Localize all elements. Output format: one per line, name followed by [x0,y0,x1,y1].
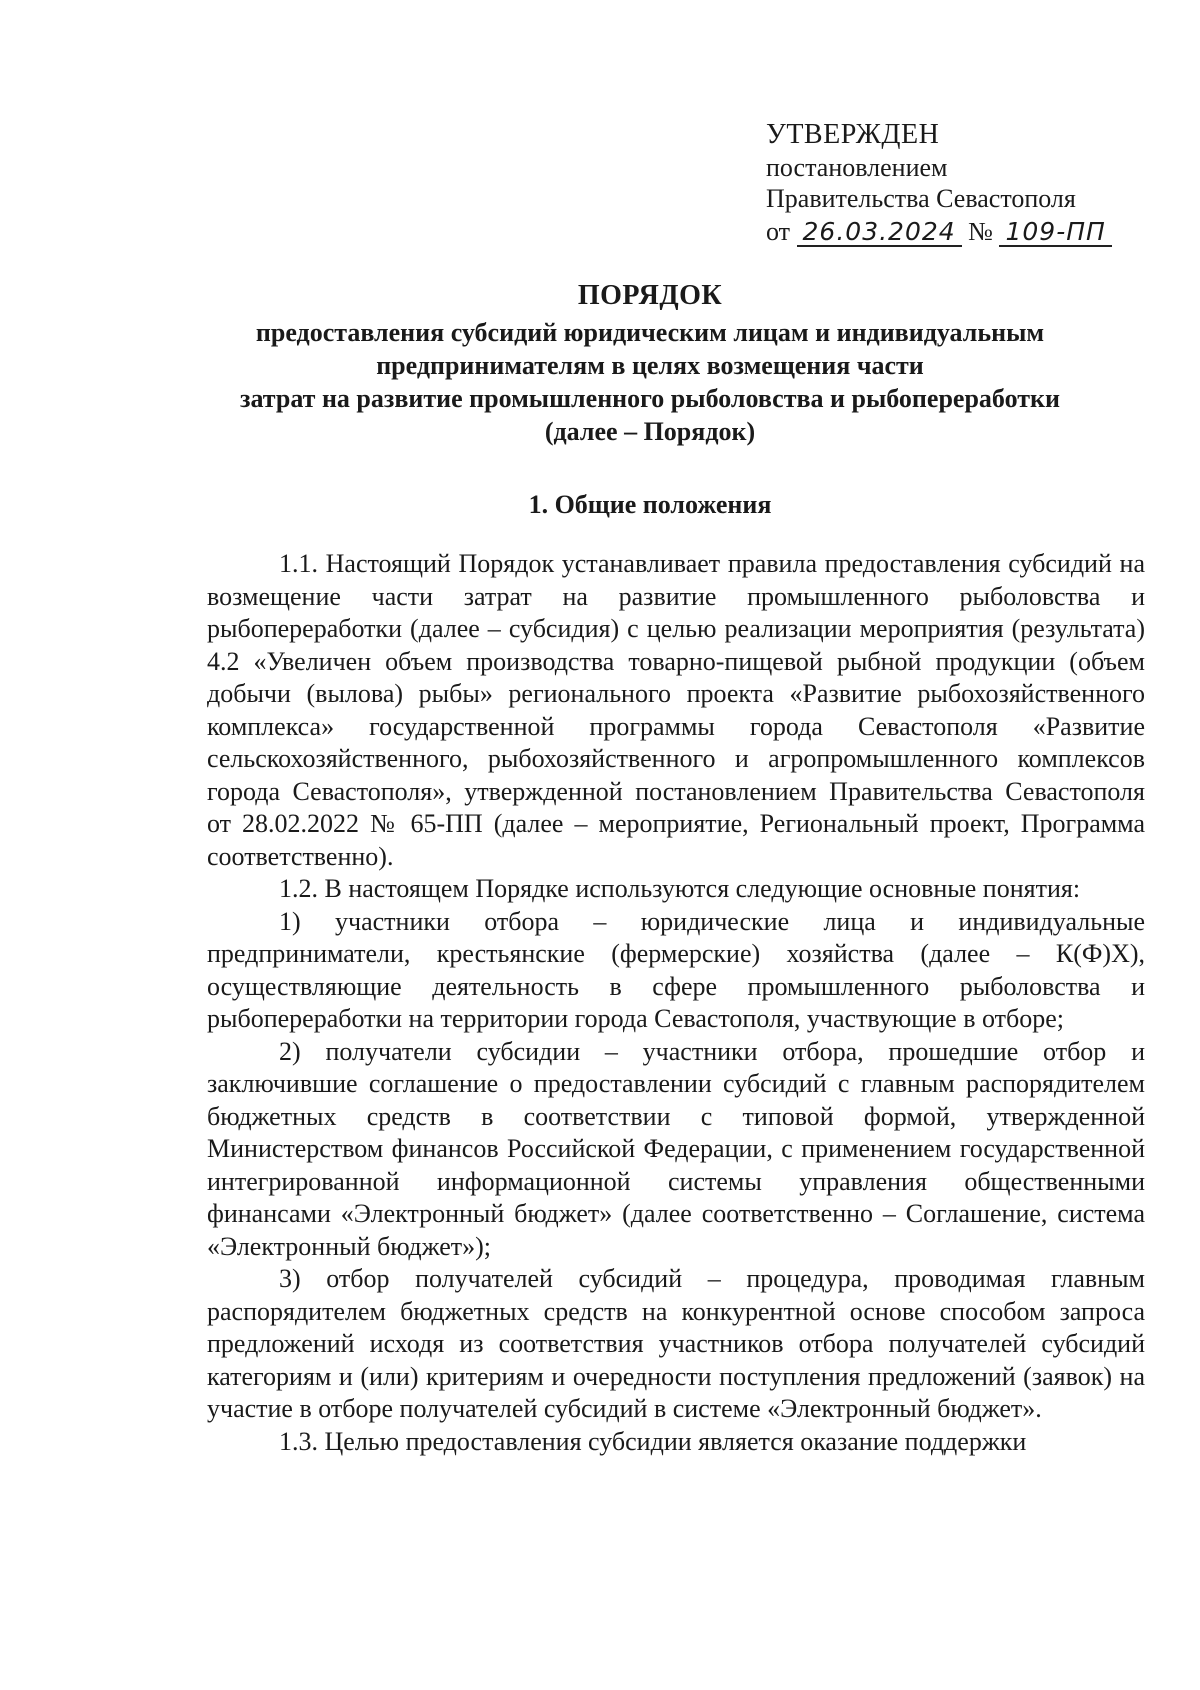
date-prefix: от [766,217,791,246]
approval-date-line [766,216,1146,247]
handwritten-number: 109-ПП [999,219,1111,247]
paragraph-1-1: 1.1. Настоящий Порядок устанавливает правила предоставления субсидий на возмещение части затрат на развитие промышленного рыболовства и рыбопереработки (далее – субсидия) с целью реализации мероприятия (результата) 4.2 «Увеличен объем производства товарно-пищевой рыбной продукции (объем добычи (вылова) рыбы» регионального проекта «Развитие рыбохозяйственного комплекса» государственной программы города Севастополя «Развитие сельскохозяйственного, рыбохозяйственного и агропромышленного комплексов города Севастополя», утвержденной постановлением Правительства Севастополя от 28.02.2022 № 65-ПП (далее – мероприятие, Региональный проект, Программа соответственно). [207,549,1145,871]
paragraph-1-3: 1.3. Целью предоставления субсидии является оказание поддержки [279,1426,1027,1456]
title-line-1: предоставления субсидий юридическим лицам и индивидуальным [255,318,1045,347]
paragraph-definition-2: 2) получатели субсидии – участники отбора, прошедшие отбор и заключившие соглашение о предоставлении субсидий с главным распорядителем бюджетных средств в соответствии с типовой формой, утвержденной Министерством финансов Российской Федерации, с применением государственной интегрированной информационной системы управления общественными финансами «Электронный бюджет» (далее соответственно – Соглашение, система «Электронный бюджет»); [207,1036,1145,1261]
paragraph-definition-1: 1) участники отбора – юридические лица и индивидуальные предприниматели, крестьянские (фермерские) хозяйства (далее – К(Ф)Х), осуществляющие деятельность в сфере промышленного рыболовства и рыбопереработки на территории города Севастополя, участвующие в отборе; [207,906,1145,1033]
document-title: ПОРЯДОК [577,280,723,311]
approval-block [766,118,1146,247]
paragraph-1-2: 1.2. В настоящем Порядке используются следующие основные понятия: [279,874,1081,903]
document-body [207,548,1145,1458]
approval-heading: УТВЕРЖДЕН [766,119,940,150]
paragraph-definition-3: 3) отбор получателей субсидий – процедура, проводимая главным распорядителем бюджетных средств на конкурентной основе способом запроса предложений исходя из соответствия участников отбора получателей субсидий категориям и (или) критериям и очередности поступления предложений (заявок) на участие в отборе получателей субсидий в системе «Электронный бюджет». [207,1264,1145,1423]
title-line-4: (далее – Порядок) [544,417,756,446]
approval-line-2: Правительства Севастополя [766,184,1076,213]
number-sign: № [968,217,993,246]
title-line-2: предпринимателям в целях возмещения части [376,351,924,380]
section-heading: 1. Общие положения [528,490,772,519]
title-line-3: затрат на развитие промышленного рыболовства и рыбопереработки [240,384,1060,413]
approval-line-1: постановлением [766,153,948,182]
handwritten-date: 26.03.2024 [797,219,962,247]
document-title-block [200,276,1100,448]
